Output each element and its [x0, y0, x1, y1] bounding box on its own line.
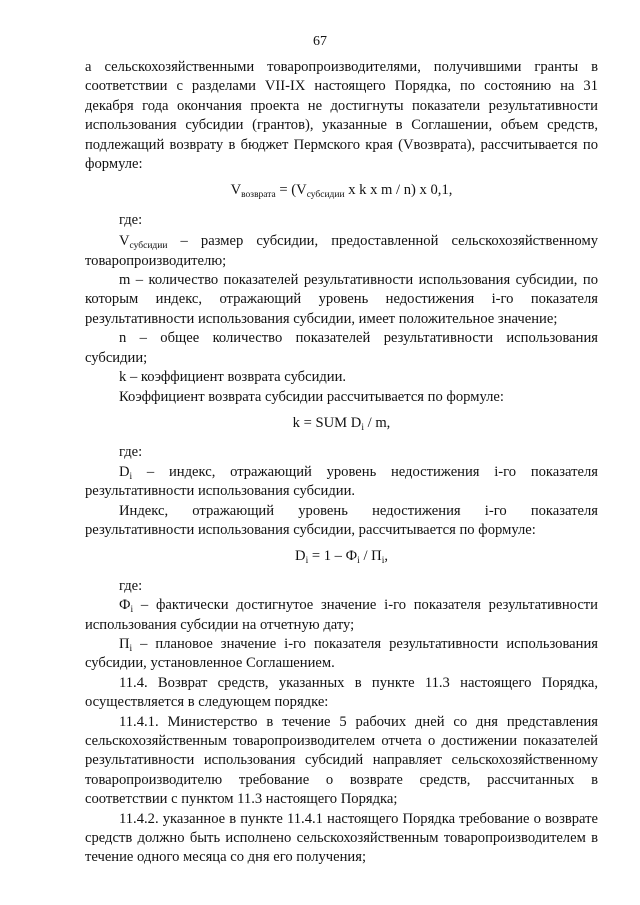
definition-m: m – количество показателей результативности использования субсидии, по которым индекс, отражающий уровень недостижения i-го показателя результативности использования субсидии, имеет положительное значение; — [85, 272, 598, 327]
definition-v-subsidy — [85, 232, 598, 271]
definition-k: k – коэффициент возврата субсидии. — [119, 369, 347, 386]
definition-subscript: i — [130, 605, 134, 616]
formula-return-volume — [85, 181, 598, 200]
formula-text: , — [384, 548, 388, 565]
definition-d — [85, 463, 598, 502]
formula-symbol: D — [295, 548, 306, 565]
formula-subscript: i — [357, 556, 360, 567]
definition-subscript: i — [129, 471, 133, 482]
paragraph-intro: а сельскохозяйственными товаропроизводителями, получившими гранты в соответствии с разделами VII-IX настоящего Порядка, по состоянию на 31 декабря года окончания проекта не достигнуты показатели результативности использования субсидии (грантов), указанные в Соглашении, объем средств, подлежащий возврату в бюджет Пермского края (Vвозврата), рассчитывается по формуле: — [85, 59, 598, 173]
definition-symbol: Ф — [119, 597, 131, 614]
formula-text: k = SUM D — [292, 414, 362, 431]
formula-d — [85, 547, 598, 566]
where-label: где: — [119, 211, 143, 228]
formula-text: x k x m / n) x 0,1, — [344, 182, 453, 199]
definition-subscript: субсидии — [129, 241, 168, 252]
definition-pi — [85, 635, 598, 674]
definition-text: – индекс, отражающий уровень недостижения i-го показателя результативности использования субсидии. — [85, 463, 598, 500]
formula-k — [85, 414, 598, 433]
where-label: где: — [119, 444, 143, 461]
definition-phi — [85, 596, 598, 635]
definition-symbol: D — [119, 463, 130, 480]
formula-subscript: i — [381, 556, 385, 567]
definition-n: n – общее количество показателей результативности использования субсидии; — [85, 330, 598, 366]
formula-text: / П — [359, 548, 382, 565]
where-label: где: — [119, 577, 143, 594]
page-number: 67 — [313, 34, 327, 49]
formula-subscript: субсидии — [306, 190, 345, 201]
definition-subscript: i — [129, 643, 133, 654]
definition-symbol: V — [119, 233, 130, 250]
formula-text: = (V — [275, 182, 307, 199]
paragraph-11-4-2: 11.4.2. указанное в пункте 11.4.1 настоящего Порядка требование о возврате средств должно быть исполнено сельскохозяйственным товаропроизводителем в течение одного месяца со дня его получения; — [85, 810, 598, 866]
k-formula-intro: Коэффициент возврата субсидии рассчитывается по формуле: — [119, 388, 504, 405]
formula-text: / m, — [363, 414, 391, 431]
formula-subscript: i — [361, 422, 364, 433]
paragraph-11-4-1: 11.4.1. Министерство в течение 5 рабочих дней со дня представления сельскохозяйственным товаропроизводителем отчета о достижении показателей результативности использования субсидий направляет сельскохозяйственному товаропроизводителю требование о возврате средств, рассчитанных в соответствии с пунктом 11.3 настоящего Порядка; — [85, 713, 598, 808]
document-body — [85, 58, 598, 868]
definition-symbol: П — [119, 635, 130, 652]
definition-text: – фактически достигнутое значение i-го показателя результативности использования субсидии на отчетную дату; — [85, 597, 598, 633]
definition-text: – размер субсидии, предоставленной сельскохозяйственному товаропроизводителю; — [85, 233, 598, 269]
formula-symbol: V — [230, 182, 242, 199]
paragraph-11-4: 11.4. Возврат средств, указанных в пункте 11.3 настоящего Порядка, осуществляется в следующем порядке: — [85, 674, 598, 711]
definition-text: – плановое значение i-го показателя результативности использования субсидии, установленное Соглашением. — [85, 635, 598, 672]
formula-subscript: i — [305, 556, 309, 567]
d-formula-intro: Индекс, отражающий уровень недостижения i-го показателя результативности использования субсидии, рассчитывается по формуле: — [85, 502, 598, 538]
formula-subscript: возврата — [241, 190, 276, 201]
formula-text: = 1 – Ф — [308, 548, 358, 565]
